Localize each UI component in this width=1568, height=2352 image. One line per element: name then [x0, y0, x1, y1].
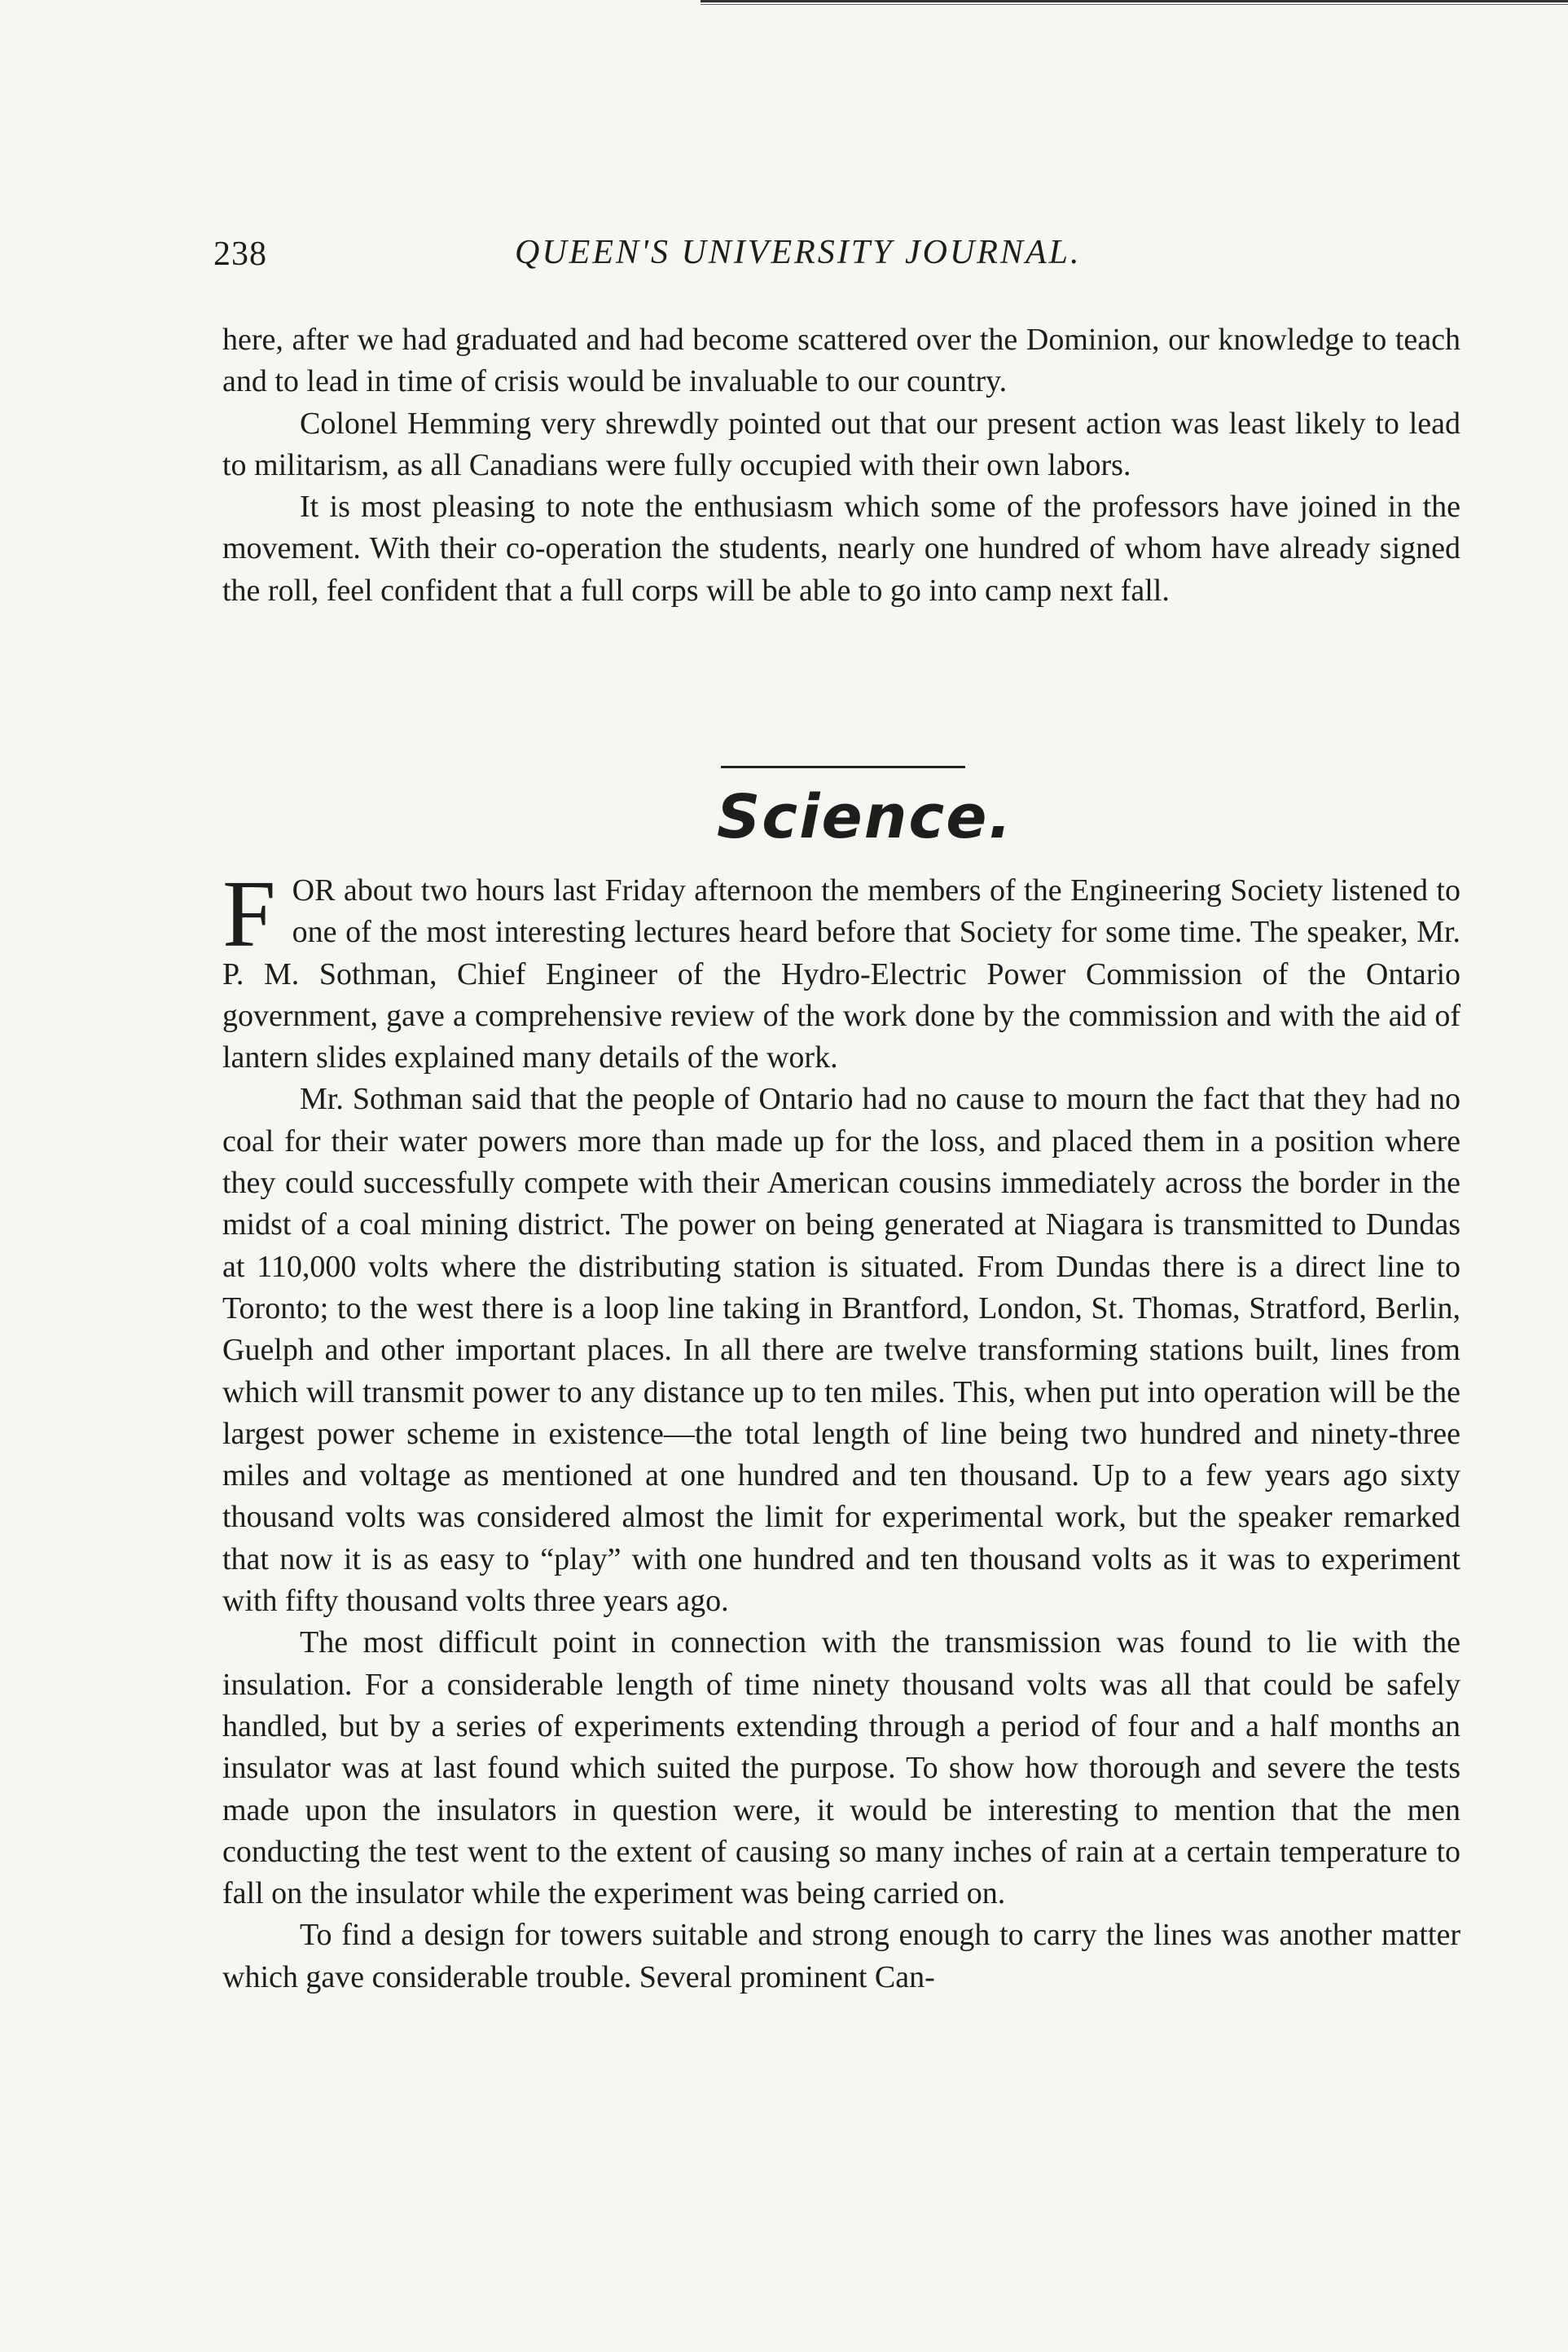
intro-paragraph: Colonel Hemming very shrewdly pointed out that our present action was least likely to lead to militarism, as all Canadians were fully occupied with their own labors.: [222, 406, 1460, 482]
science-text-block: [222, 860, 1460, 1998]
science-paragraph: To find a design for towers suitable and strong enough to carry the lines was another matter which gave considerable trouble. Several prominent Can-: [222, 1918, 1460, 1994]
intro-paragraph: It is most pleasing to note the enthusiasm which some of the professors have joined in the movement. With their co-operation the students, nearly one hundred of whom have already signed the roll, feel confident that a full corps will be able to go into camp next fall.: [222, 490, 1460, 608]
science-paragraph: Mr. Sothman said that the people of Ontario had no cause to mourn the fact that they had no coal for their water powers more than made up for the loss, and placed them in a position where they could successfully compete with their American cousins immediately across the border in the midst of a coal mining district. The power on being generated at Niagara is transmitted to Dundas at 110,000 volts where the distributing station is situated. From Dundas there is a direct line to Toronto; to the west there is a loop line taking in Brantford, London, St. Thomas, Stratford, Berlin, Guelph and other important places. In all there are twelve transforming stations built, lines from which will transmit power to any distance up to ten miles. This, when put into operation will be the largest power scheme in existence—the total length of line being two hundred and ninety-three miles and voltage as mentioned at one hundred and ten thousand. Up to a few years ago sixty thousand volts was considered almost the limit for experimental work, but the speaker remarked that now it is as easy to “play” with one hundred and ten thousand volts as it was to experiment with fifty thousand volts three years ago.: [222, 1082, 1460, 1619]
drop-cap: F: [222, 860, 276, 967]
section-divider-rule: [721, 766, 965, 768]
section-heading-science: Science.: [717, 782, 1013, 852]
science-paragraph: The most difficult point in connection with the transmission was found to lie with the insulation. For a considerable length of time ninety thousand volts was all that could be safely handled, but by a series of experiments extending through a period of four and a half months an insulator was at last found which suited the purpose. To show how thorough and severe the tests made upon the insulators in question were, it would be interesting to mention that the men conducting the test went to the extent of causing so many inches of rain at a certain temperature to fall on the insulator while the experiment was being carried on.: [222, 1625, 1460, 1911]
running-head: [213, 230, 1464, 279]
intro-paragraph: here, after we had graduated and had become scattered over the Dominion, our knowledge to teach and to lead in time of crisis would be invaluable to our country.: [222, 323, 1460, 399]
page-number: 238: [213, 235, 267, 273]
top-border-rule: [701, 0, 1568, 7]
science-paragraph: [222, 860, 1460, 1079]
journal-title: QUEEN'S UNIVERSITY JOURNAL.: [515, 234, 1082, 271]
intro-text-block: [222, 319, 1460, 612]
science-paragraph-text: OR about two hours last Friday afternoon the members of the Engineering Society listened to one of the most interesting lectures heard before that Society for some time. The speaker, Mr. P. M. Sothman, Chief Engineer of the Hydro-Electric Power Commission of the Ontario government, gave a comprehensive review of the work done by the commission and with the aid of lantern slides explained many details of the work.: [222, 873, 1460, 1075]
